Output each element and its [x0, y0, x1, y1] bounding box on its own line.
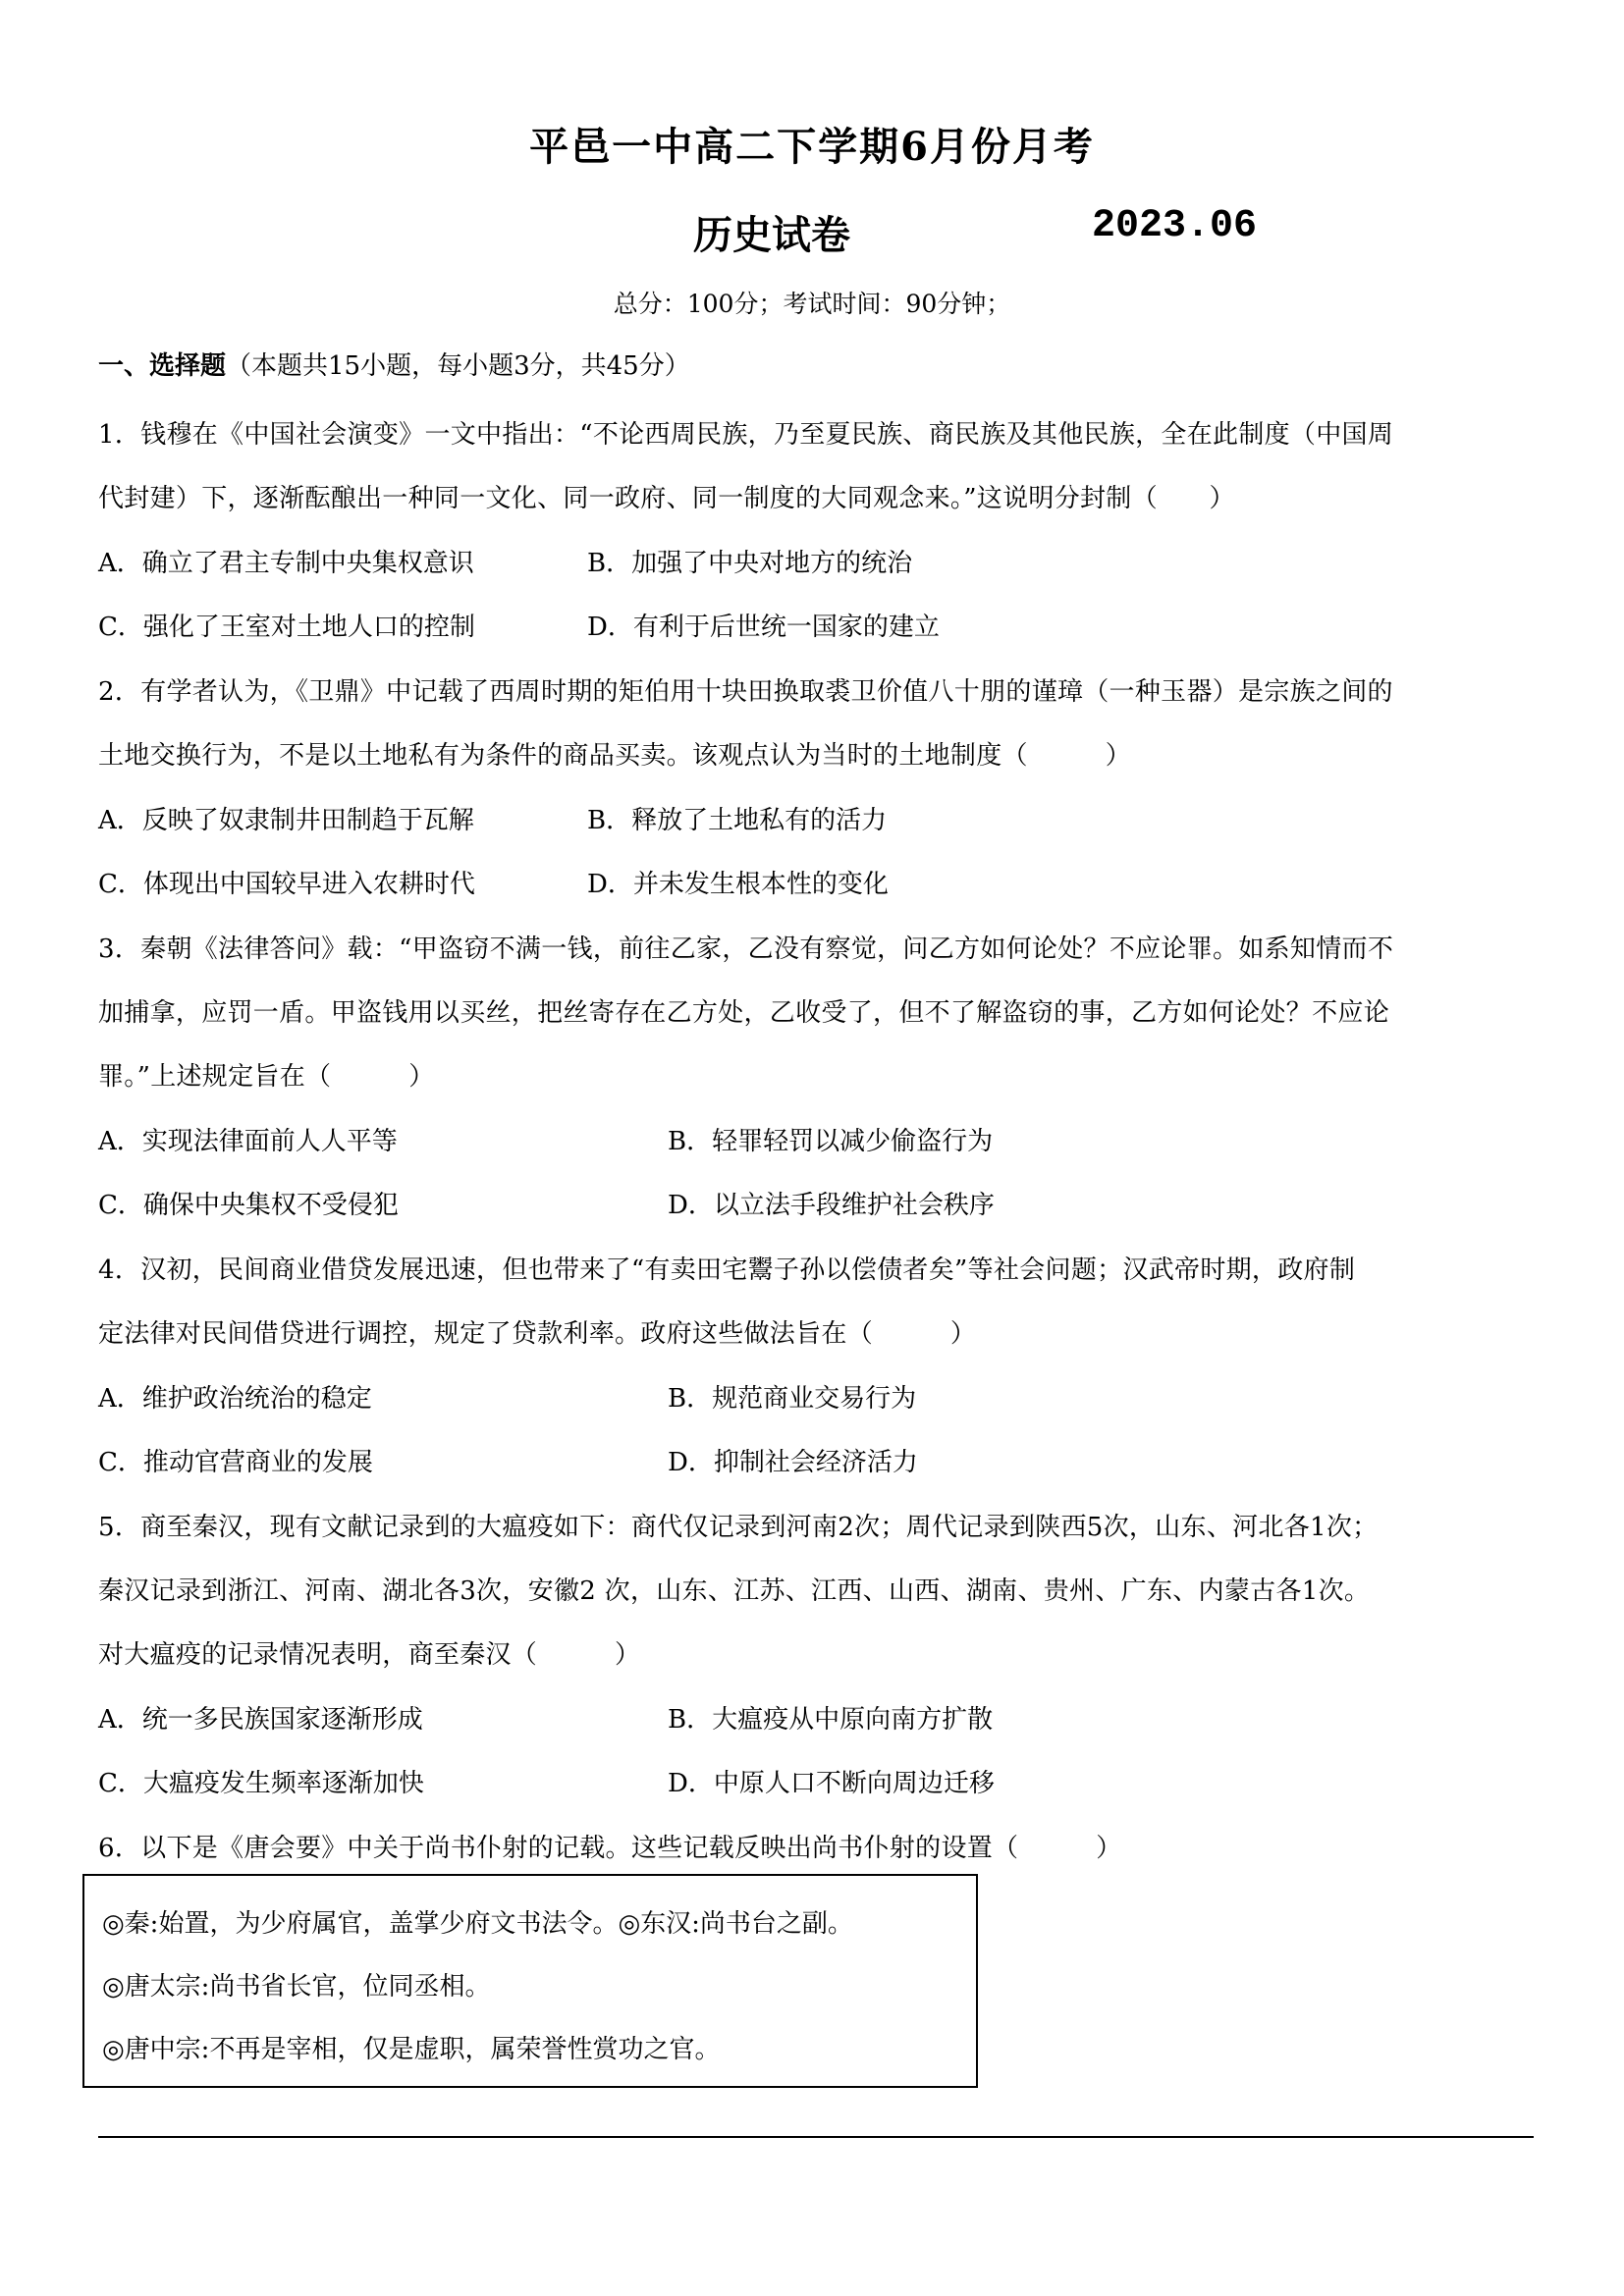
question-1-line-2: 代封建）下，逐渐酝酿出一种同一文化、同一政府、同一制度的大同观念来。”这说明分封制（ ） — [98, 484, 1235, 513]
question-2-option-b: B．释放了土地私有的活力 — [587, 806, 888, 835]
question-5-line-1: 5．商至秦汉，现有文献记录到的大瘟疫如下：商代仅记录到河南2次；周代记录到陕西5次，山东、河北各1次； — [98, 1513, 1379, 1542]
question-3-line-2: 加捕拿，应罚一盾。甲盗钱用以买丝，把丝寄存在乙方处，乙收受了，但不了解盗窃的事，乙方如何论处？不应论 — [98, 998, 1390, 1028]
question-4-line-1: 4．汉初，民间商业借贷发展迅速，但也带来了“有卖田宅鬻子孙以偿债者矣”等社会问题；汉武帝时期，政府制 — [98, 1255, 1356, 1285]
question-3-option-c: C．确保中央集权不受侵犯 — [98, 1191, 399, 1220]
question-5-line-2: 秦汉记录到浙江、河南、湖北各3次，安徽2 次，山东、江苏、江西、山西、湖南、贵州、广东、内蒙古各1次。 — [98, 1576, 1371, 1606]
exam-info: 总分：100分；考试时间：90分钟； — [613, 290, 1011, 318]
section-heading — [98, 346, 690, 382]
quote-box — [82, 1874, 978, 2088]
question-1-option-c: C．强化了王室对土地人口的控制 — [98, 613, 475, 642]
section-title: 一、选择题 — [98, 351, 227, 381]
question-2-option-c: C．体现出中国较早进入农耕时代 — [98, 870, 475, 899]
question-1-option-a: A．确立了君主专制中央集权意识 — [98, 549, 474, 578]
question-3-line-3: 罪。”上述规定旨在（ ） — [98, 1062, 435, 1092]
question-3-line-1: 3．秦朝《法律答问》载：“甲盗窃不满一钱，前往乙家，乙没有察觉，问乙方如何论处？不应论罪。如系知情而不 — [98, 934, 1394, 964]
question-4-option-d: D．抑制社会经济活力 — [668, 1448, 918, 1477]
quote-line-3: ◎唐中宗:不再是宰相，仅是虚职，属荣誉性赏功之官。 — [102, 2035, 721, 2064]
quote-line-1: ◎秦:始置，为少府属官，盖掌少府文书法令。◎东汉:尚书台之副。 — [102, 1909, 853, 1939]
question-4-line-2: 定法律对民间借贷进行调控，规定了贷款利率。政府这些做法旨在（ ） — [98, 1319, 977, 1349]
question-1-option-b: B．加强了中央对地方的统治 — [587, 549, 913, 578]
question-2-option-a: A．反映了奴隶制井田制趋于瓦解 — [98, 806, 474, 835]
question-5-option-c: C．大瘟疫发生频率逐渐加快 — [98, 1769, 424, 1798]
question-5-option-b: B．大瘟疫从中原向南方扩散 — [668, 1705, 994, 1735]
exam-title: 平邑一中高二下学期6月份月考 — [529, 124, 1095, 170]
question-4-option-c: C．推动官营商业的发展 — [98, 1448, 373, 1477]
question-1-line-1: 1．钱穆在《中国社会演变》一文中指出：“不论西周民族，乃至夏民族、商民族及其他民族，全在此制度（中国周 — [98, 420, 1394, 450]
question-4-option-b: B．规范商业交易行为 — [668, 1384, 917, 1414]
question-2-line-1: 2．有学者认为，《卫鼎》中记载了西周时期的矩伯用十块田换取裘卫价值八十朋的谨璋（一种玉器）是宗族之间的 — [98, 677, 1393, 707]
exam-subject: 历史试卷 — [693, 212, 850, 258]
question-1-option-d: D．有利于后世统一国家的建立 — [587, 613, 940, 642]
exam-date: 2023.06 — [1092, 204, 1258, 248]
question-2-line-2: 土地交换行为，不是以土地私有为条件的商品买卖。该观点认为当时的土地制度（ ） — [98, 741, 1132, 771]
question-5-option-a: A．统一多民族国家逐渐形成 — [98, 1705, 423, 1735]
divider-line — [98, 2136, 1534, 2138]
section-note: （本题共15小题，每小题3分，共45分） — [226, 351, 690, 381]
quote-line-2: ◎唐太宗:尚书省长官，位同丞相。 — [102, 1972, 491, 2002]
question-3-option-a: A．实现法律面前人人平等 — [98, 1127, 398, 1156]
question-4-option-a: A．维护政治统治的稳定 — [98, 1384, 372, 1414]
question-5-option-d: D．中原人口不断向周边迁移 — [668, 1769, 995, 1798]
question-6-line-1: 6．以下是《唐会要》中关于尚书仆射的记载。这些记载反映出尚书仆射的设置（ ） — [98, 1834, 1122, 1863]
question-5-line-3: 对大瘟疫的记录情况表明，商至秦汉（ ） — [98, 1640, 641, 1670]
question-3-option-b: B．轻罪轻罚以减少偷盗行为 — [668, 1127, 994, 1156]
question-2-option-d: D．并未发生根本性的变化 — [587, 870, 889, 899]
question-3-option-d: D．以立法手段维护社会秩序 — [668, 1191, 995, 1220]
